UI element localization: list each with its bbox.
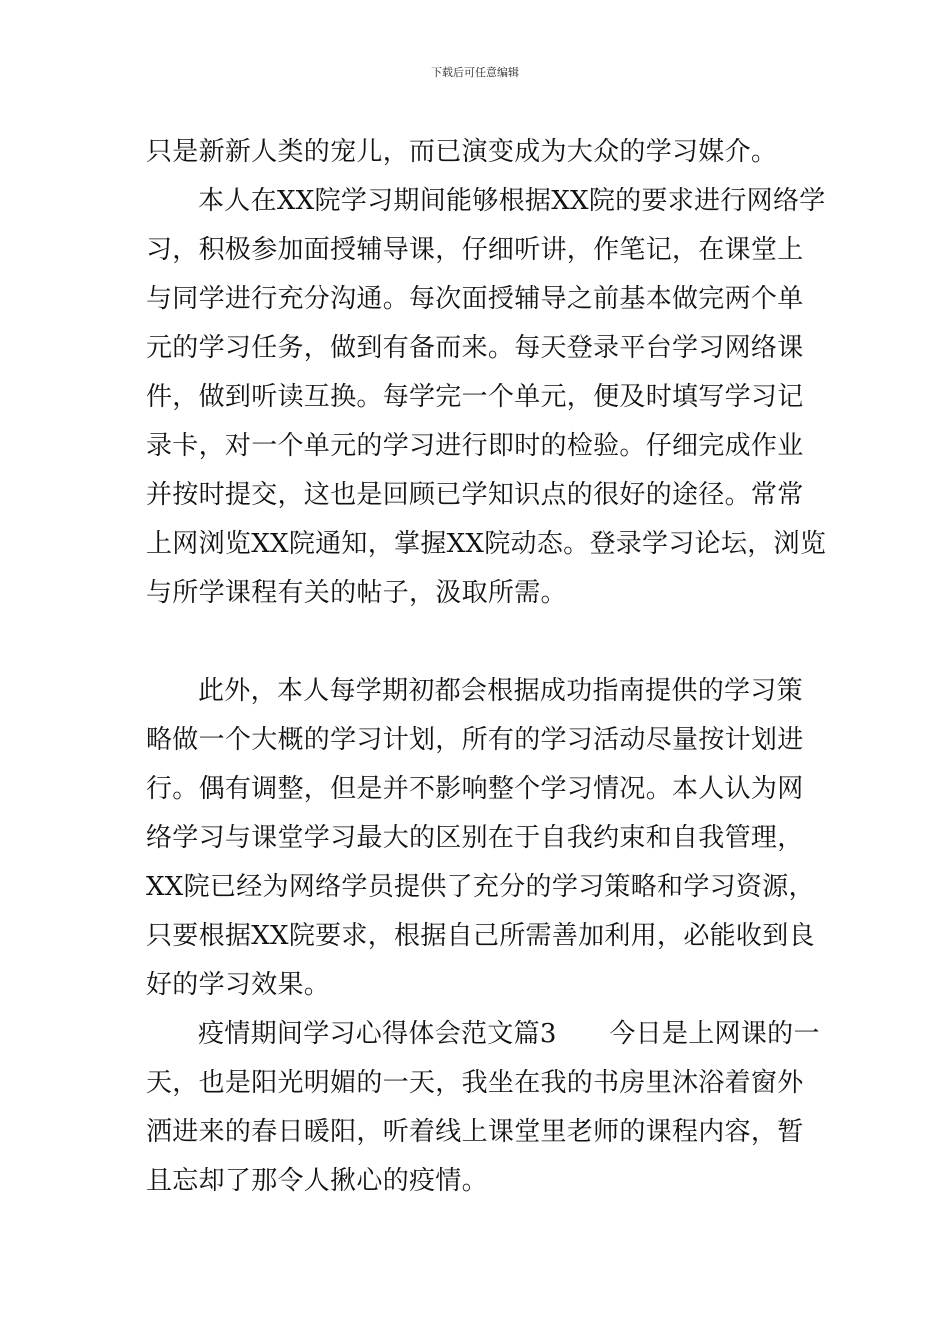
text-line: 只是新新人类的宠儿，而已演变成为大众的学习媒介。	[146, 137, 778, 167]
text-line: 洒进来的春日暖阳，听着线上课堂里老师的课程内容，暂	[146, 1117, 804, 1147]
text-line: XX院已经为网络学员提供了充分的学习策略和学习资源，	[146, 872, 815, 902]
text-line: 元的学习任务，做到有备而来。每天登录平台学习网络课	[146, 333, 804, 363]
text-line: 并按时提交，这也是回顾已学知识点的很好的途径。常常	[146, 480, 804, 510]
text-line: 与同学进行充分沟通。每次面授辅导之前基本做完两个单	[146, 284, 804, 314]
text-line: 疫情期间学习心得体会范文篇3 今日是上网课的一	[198, 1019, 820, 1049]
text-line: 好的学习效果。	[146, 970, 331, 1000]
text-line: 略做一个大概的学习计划，所有的学习活动尽量按计划进	[146, 725, 804, 755]
paragraph-spacer	[146, 618, 806, 667]
text-line: 习，积极参加面授辅导课，仔细听讲，作笔记，在课堂上	[146, 235, 804, 265]
document-body	[146, 128, 827, 1206]
paragraph-4	[146, 1010, 820, 1206]
text-line: 络学习与课堂学习最大的区别在于自我约束和自我管理，	[146, 823, 804, 853]
text-line: 与所学课程有关的帖子，汲取所需。	[146, 578, 567, 608]
text-line: 且忘却了那令人揪心的疫情。	[146, 1166, 488, 1196]
page-header: 下载后可任意编辑	[431, 66, 519, 79]
text-line: 本人在XX院学习期间能够根据XX院的要求进行网络学	[198, 186, 826, 216]
text-line: 件，做到听读互换。每学完一个单元，便及时填写学习记	[146, 382, 804, 412]
text-line: 行。偶有调整，但是并不影响整个学习情况。本人认为网	[146, 774, 804, 804]
text-line: 此外，本人每学期初都会根据成功指南提供的学习策	[198, 676, 803, 706]
paragraph-2	[146, 177, 827, 618]
text-line: 天，也是阳光明媚的一天，我坐在我的书房里沐浴着窗外	[146, 1068, 804, 1098]
text-line: 录卡，对一个单元的学习进行即时的检验。仔细完成作业	[146, 431, 804, 461]
paragraph-1	[146, 128, 806, 177]
text-line: 上网浏览XX院通知，掌握XX院动态。登录学习论坛，浏览	[146, 529, 827, 559]
paragraph-3	[146, 667, 815, 1010]
text-line: 只要根据XX院要求，根据自己所需善加利用，必能收到良	[146, 921, 815, 951]
